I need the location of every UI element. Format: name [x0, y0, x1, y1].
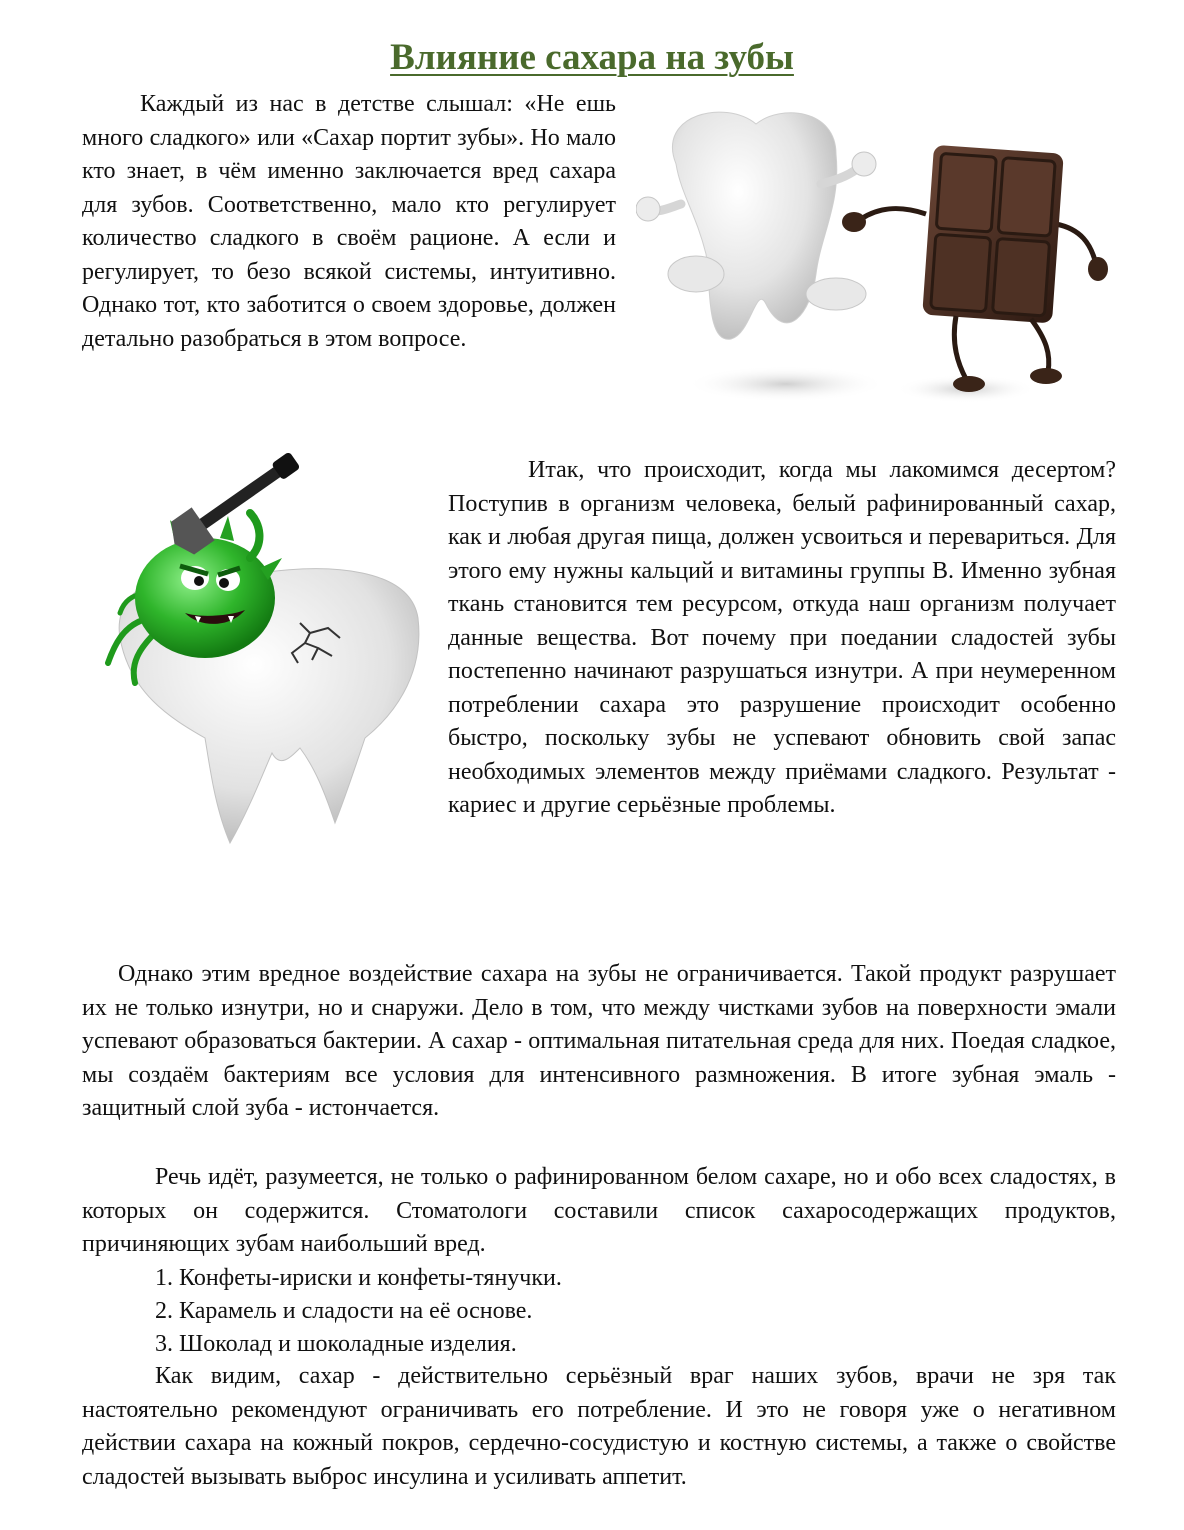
tooth-and-chocolate-illustration — [636, 104, 1116, 416]
harmful-products-list — [155, 1262, 562, 1361]
bacteria-paragraph: Однако этим вредное воздействие сахара на зубы не ограничивается. Такой продукт разрушает их не только изнутри, но и снаружи. Дело в том, что между чистками зубов на поверхности эмали успевают образоваться бактерии. А сахар - оптимальная питательная среда для них. Поедая сладкое, мы создаём бактериям все условия для интенсивного размножения. В итоге зубная эмаль - защитный слой зуба - истончается. — [82, 961, 1116, 1121]
conclusion-paragraph: Как видим, сахар - действительно серьёзный враг наших зубов, врачи не зря так настоятельно рекомендуют ограничивать его потребление. И это не говоря уже о негативном действии сахара на кожный покров, сердечно-сосудистую и костную системы, а также о свойстве сладостей вызывать выброс инсулина и усиливать аппетит. — [82, 1363, 1116, 1490]
products-intro-paragraph: Речь идёт, разумеется, не только о рафинированном белом сахаре, но и обо всех сладостях, в которых он содержится. Стоматологи составили список сахаросодержащих продуктов, причиняющих зубам наибольший вред. — [82, 1164, 1116, 1257]
germ-with-hammer-illustration — [100, 448, 430, 848]
intro-paragraph: Каждый из нас в детстве слышал: «Не ешь много сладкого» или «Сахар портит зубы». Но мало кто знает, в чём именно заключается вред сахара для зубов. Соответственно, мало кто регулирует количество сладкого в своём рационе. А если и регулирует, то безо всякой системы, интуитивно. Однако тот, кто заботится о своем здоровье, должен детально разобраться в этом вопросе. — [82, 91, 616, 352]
list-item: 2. Карамель и сладости на её основе. — [155, 1298, 533, 1324]
digestion-paragraph: Итак, что происходит, когда мы лакомимся десертом? Поступив в организм человека, белый рафинированный сахар, как и любая другая пища, должен усвоиться и перевариться. Для этого ему нужны кальций и витамины группы B. Именно зубная ткань становится тем ресурсом, откуда наш организм получает данные вещества. Вот почему при поедании сладостей зубы постепенно начинают разрушаться изнутри. А при неумеренном потреблении сахара это разрушение происходит особенно быстро, поскольку зубы не успевают обновить свой запас необходимых элементов между приёмами сладкого. Результат - кариес и другие серьёзные проблемы. — [448, 457, 1116, 818]
list-item: 1. Конфеты-ириски и конфеты-тянучки. — [155, 1265, 562, 1291]
list-item: 3. Шоколад и шоколадные изделия. — [155, 1331, 517, 1357]
page-title: Влияние сахара на зубы — [390, 37, 794, 78]
